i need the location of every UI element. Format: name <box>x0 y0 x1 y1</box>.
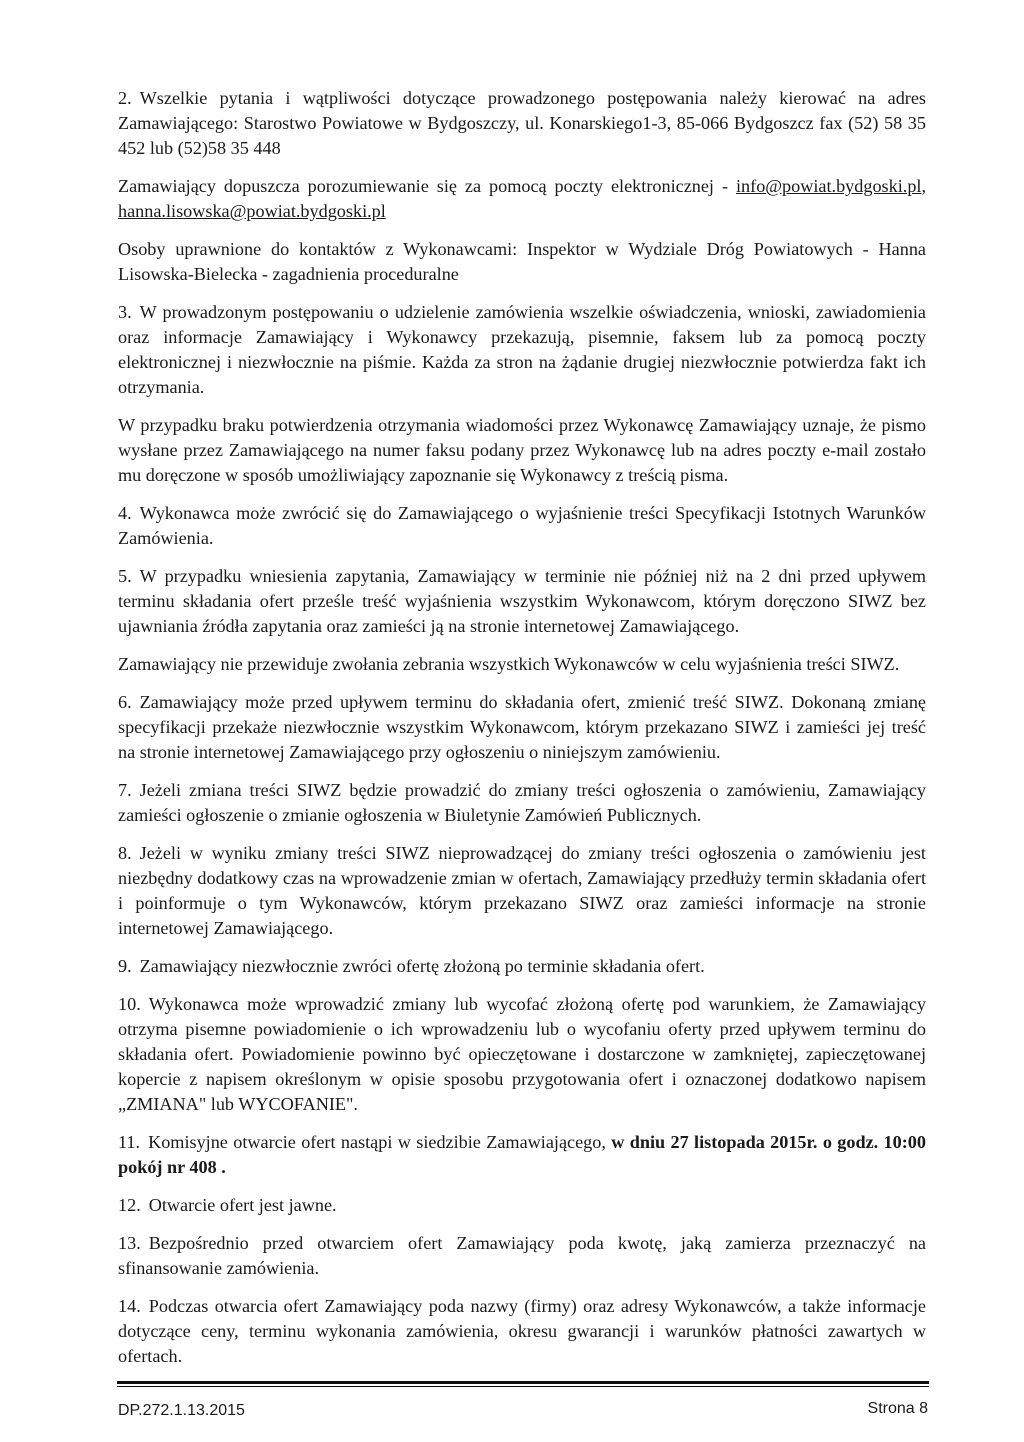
section-number: 12. <box>118 1195 141 1215</box>
section-3-paragraph-2: W przypadku braku potwierdzenia otrzymania wiadomości przez Wykonawcę Zamawiający uznaje, że pismo wysłane przez Zamawiającego na numer faksu podany przez Wykonawcę lub na adres poczty e-mail zostało mu doręczone w sposób umożliwiający zapoznanie się Wykonawcy z treścią pisma. <box>118 415 926 485</box>
section-4 <box>118 501 926 551</box>
section-10 <box>118 992 926 1117</box>
section-2 <box>118 86 926 161</box>
section-text: W prowadzonym postępowaniu o udzielenie zamówienia wszelkie oświadczenia, wnioski, zawiadomienia oraz informacje Zamawiający i Wykonawcy przekazują, pisemnie, faksem lub za pomocą poczty elektronicznej i niezwłocznie na piśmie. Każda za stron na żądanie drugiej niezwłocznie potwierdza fakt ich otrzymania. <box>118 302 926 397</box>
section-text: Zamawiający niezwłocznie zwróci ofertę złożoną po terminie składania ofert. <box>139 956 705 976</box>
section-7 <box>118 778 926 828</box>
section-text: Wykonawca może zwrócić się do Zamawiającego o wyjaśnienie treści Specyfikacji Istotnych Warunków Zamówienia. <box>118 503 926 548</box>
email-link-info[interactable]: info@powiat.bydgoski.pl <box>735 176 922 196</box>
section-text: Jeżeli zmiana treści SIWZ będzie prowadzić do zmiany treści ogłoszenia o zamówieniu, Zamawiający zamieści ogłoszenie o zmianie ogłoszenia w Biuletynie Zamówień Publicznych. <box>118 780 926 825</box>
section-text: Komisyjne otwarcie ofert nastąpi w siedzibie Zamawiającego, <box>148 1132 612 1152</box>
footer-divider-thick <box>117 1381 929 1384</box>
section-text: Otwarcie ofert jest jawne. <box>148 1195 337 1215</box>
section-number: 10. <box>118 994 141 1014</box>
section-number: 14. <box>118 1296 141 1316</box>
opening-date-time: w dniu 27 listopada 2015r. o godz. 10:00 pokój nr 408 . <box>118 1132 926 1177</box>
section-number: 9. <box>118 956 132 976</box>
section-number: 8. <box>118 843 132 863</box>
section-6 <box>118 690 926 765</box>
email-paragraph <box>118 174 926 224</box>
page-number: Strona 8 <box>867 1400 928 1417</box>
section-text: Zamawiający może przed upływem terminu do składania ofert, zmienić treść SIWZ. Dokonaną zmianę specyfikacji przekaże niezwłocznie wszystkim Wykonawcom, którym przekazano SIWZ i zamieści jej treść na stronie internetowej Zamawiającego przy ogłoszeniu o niniejszym zamówieniu. <box>118 692 926 762</box>
document-body <box>118 86 926 1382</box>
email-link-hanna[interactable]: hanna.lisowska@powiat.bydgoski.pl <box>118 201 386 221</box>
section-number: 7. <box>118 780 132 800</box>
section-number: 3. <box>118 302 132 322</box>
section-number: 5. <box>118 566 132 586</box>
section-3 <box>118 300 926 400</box>
section-number: 6. <box>118 692 132 712</box>
section-12 <box>118 1193 926 1218</box>
section-text: Podczas otwarcia ofert Zamawiający poda nazwy (firmy) oraz adresy Wykonawców, a także informacje dotyczące ceny, terminu wykonania zamówienia, okresu gwarancji i warunków płatności zawartych w ofertach. <box>118 1296 926 1366</box>
section-number: 4. <box>118 503 132 523</box>
email-separator: , <box>921 176 927 196</box>
contact-paragraph: Osoby uprawnione do kontaktów z Wykonawcami: Inspektor w Wydziale Dróg Powiatowych - Hanna Lisowska-Bielecka - zagadnienia proceduralne <box>118 239 926 284</box>
section-8 <box>118 841 926 941</box>
section-number: 11. <box>118 1132 141 1152</box>
section-number: 2. <box>118 88 132 108</box>
section-5 <box>118 564 926 639</box>
section-5-paragraph-2: Zamawiający nie przewiduje zwołania zebrania wszystkich Wykonawców w celu wyjaśnienia treści SIWZ. <box>118 654 900 674</box>
section-13 <box>118 1231 926 1281</box>
section-number: 13. <box>118 1233 141 1253</box>
section-9 <box>118 954 926 979</box>
document-id: DP.272.1.13.2015 <box>118 1402 245 1419</box>
section-text: Bezpośrednio przed otwarciem ofert Zamawiający poda kwotę, jaką zamierza przeznaczyć na sfinansowanie zamówienia. <box>118 1233 926 1278</box>
section-14 <box>118 1294 926 1369</box>
footer-divider-thin <box>117 1386 929 1387</box>
section-11 <box>118 1130 926 1180</box>
section-text: Wszelkie pytania i wątpliwości dotyczące prowadzonego postępowania należy kierować na adres Zamawiającego: Starostwo Powiatowe w Bydgoszczy, ul. Konarskiego1-3, 85-066 Bydgoszcz fax (52) 58 35 452 lub (52)58 35 448 <box>118 88 926 158</box>
email-intro: Zamawiający dopuszcza porozumiewanie się za pomocą poczty elektronicznej - <box>118 176 729 196</box>
section-text: W przypadku wniesienia zapytania, Zamawiający w terminie nie później niż na 2 dni przed upływem terminu składania ofert prześle treść wyjaśnienia wszystkim Wykonawcom, którym doręczono SIWZ bez ujawniania źródła zapytania oraz zamieści ją na stronie internetowej Zamawiającego. <box>118 566 926 636</box>
section-text: Wykonawca może wprowadzić zmiany lub wycofać złożoną ofertę pod warunkiem, że Zamawiający otrzyma pisemne powiadomienie o ich wprowadzeniu lub o wycofaniu oferty przed upływem terminu do składania ofert. Powiadomienie powinno być opieczętowane i dostarczone w zamkniętej, zapieczętowanej kopercie z napisem określonym w opisie sposobu przygotowania ofert i oznaczonej dodatkowo napisem „ZMIANA" lub WYCOFANIE". <box>118 994 926 1114</box>
section-text: Jeżeli w wyniku zmiany treści SIWZ nieprowadzącej do zmiany treści ogłoszenia o zamówieniu jest niezbędny dodatkowy czas na wprowadzenie zmian w ofertach, Zamawiający przedłuży termin składania ofert i poinformuje o tym Wykonawców, którym przekazano SIWZ oraz zamieści informacje na stronie internetowej Zamawiającego. <box>118 843 926 938</box>
